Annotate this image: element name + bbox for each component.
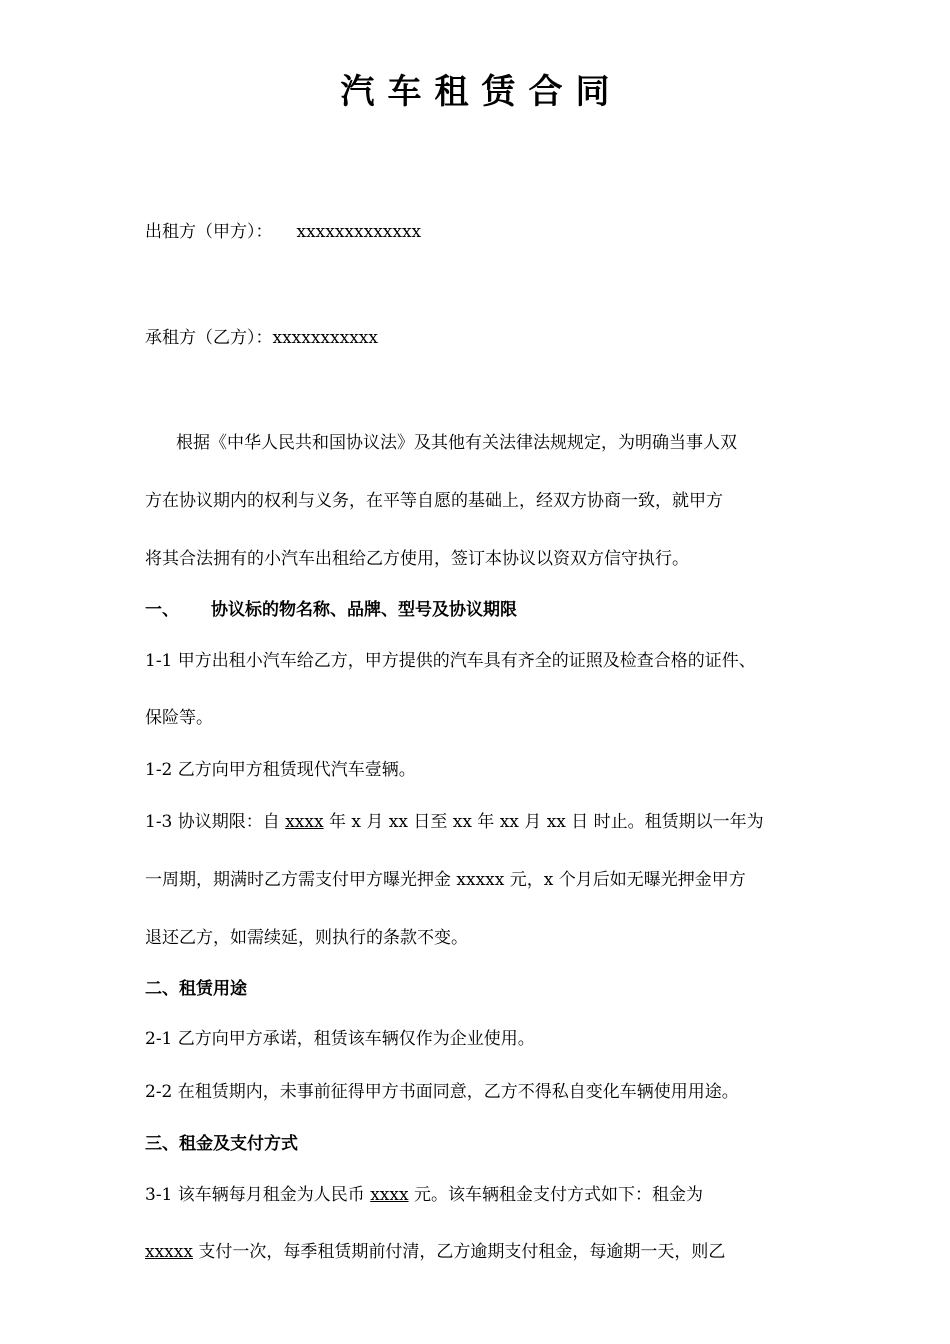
party-b-label: 承租方（乙方）： xyxy=(145,328,273,348)
clause-3-1-prefix: 3-1 该车辆每月租金为人民币 xyxy=(145,1185,371,1205)
clause-2-2: 2-2 在租赁期内，未事前征得甲方书面同意，乙方不得私自变化车辆使用用途。 xyxy=(145,1082,739,1102)
intro-line-3: 将其合法拥有的小汽车出租给乙方使用，签订本协议以资双方信守执行。 xyxy=(145,549,689,569)
clause-1-2: 1-2 乙方向甲方租赁现代汽车壹辆。 xyxy=(145,760,416,780)
party-a-value: xxxxxxxxxxxxx xyxy=(296,222,422,242)
section-1-title: 协议标的物名称、品牌、型号及协议期限 xyxy=(211,600,517,620)
clause-1-3-line-1 xyxy=(145,810,764,834)
period-blank: xxxxx xyxy=(145,1242,193,1262)
clause-3-1-line-1 xyxy=(145,1183,703,1207)
party-a-label: 出租方（甲方）： xyxy=(145,222,273,242)
clause-1-3-line-3: 退还乙方，如需续延，则执行的条款不变。 xyxy=(145,928,468,948)
clause-3-1-line-2-rest: 支付一次，每季租赁期前付清，乙方逾期支付租金，每逾期一天，则乙 xyxy=(192,1242,726,1262)
clause-1-1-line-1: 1-1 甲方出租小汽车给乙方，甲方提供的汽车具有齐全的证照及检查合格的证件、 xyxy=(145,651,756,671)
party-b-value: xxxxxxxxxxx xyxy=(272,328,378,348)
amount-blank: xxxx xyxy=(370,1185,409,1205)
section-3-heading: 三、租金及支付方式 xyxy=(145,1134,298,1154)
intro-line-2: 方在协议期内的权利与义务，在平等自愿的基础上，经双方协商一致，就甲方 xyxy=(145,491,723,511)
clause-3-1-rest: 元。该车辆租金支付方式如下：租金为 xyxy=(408,1185,703,1205)
clause-1-1-line-2: 保险等。 xyxy=(145,708,213,728)
document-title: 汽车租赁合同 xyxy=(340,72,623,112)
section-1-number: 一、 xyxy=(145,600,179,620)
clause-2-1: 2-1 乙方向甲方承诺，租赁该车辆仅作为企业使用。 xyxy=(145,1029,535,1049)
clause-1-3-line-2: 一周期，期满时乙方需支付甲方曝光押金 xxxxx 元，x 个月后如无曝光押金甲方 xyxy=(145,870,746,890)
clause-1-3-prefix: 1-3 协议期限：自 xyxy=(145,812,286,832)
clause-1-3-rest: 年 x 月 xx 日至 xx 年 xx 月 xx 日 时止。租赁期以一年为 xyxy=(323,812,764,832)
clause-3-1-line-2 xyxy=(145,1240,725,1264)
party-a-line xyxy=(145,220,421,244)
year-blank: xxxx xyxy=(285,812,324,832)
party-b-line xyxy=(145,326,378,350)
section-1-heading xyxy=(145,598,517,622)
section-2-heading: 二、租赁用途 xyxy=(145,979,247,999)
intro-line-1: 根据《中华人民共和国协议法》及其他有关法律法规规定，为明确当事人双 xyxy=(176,433,737,453)
